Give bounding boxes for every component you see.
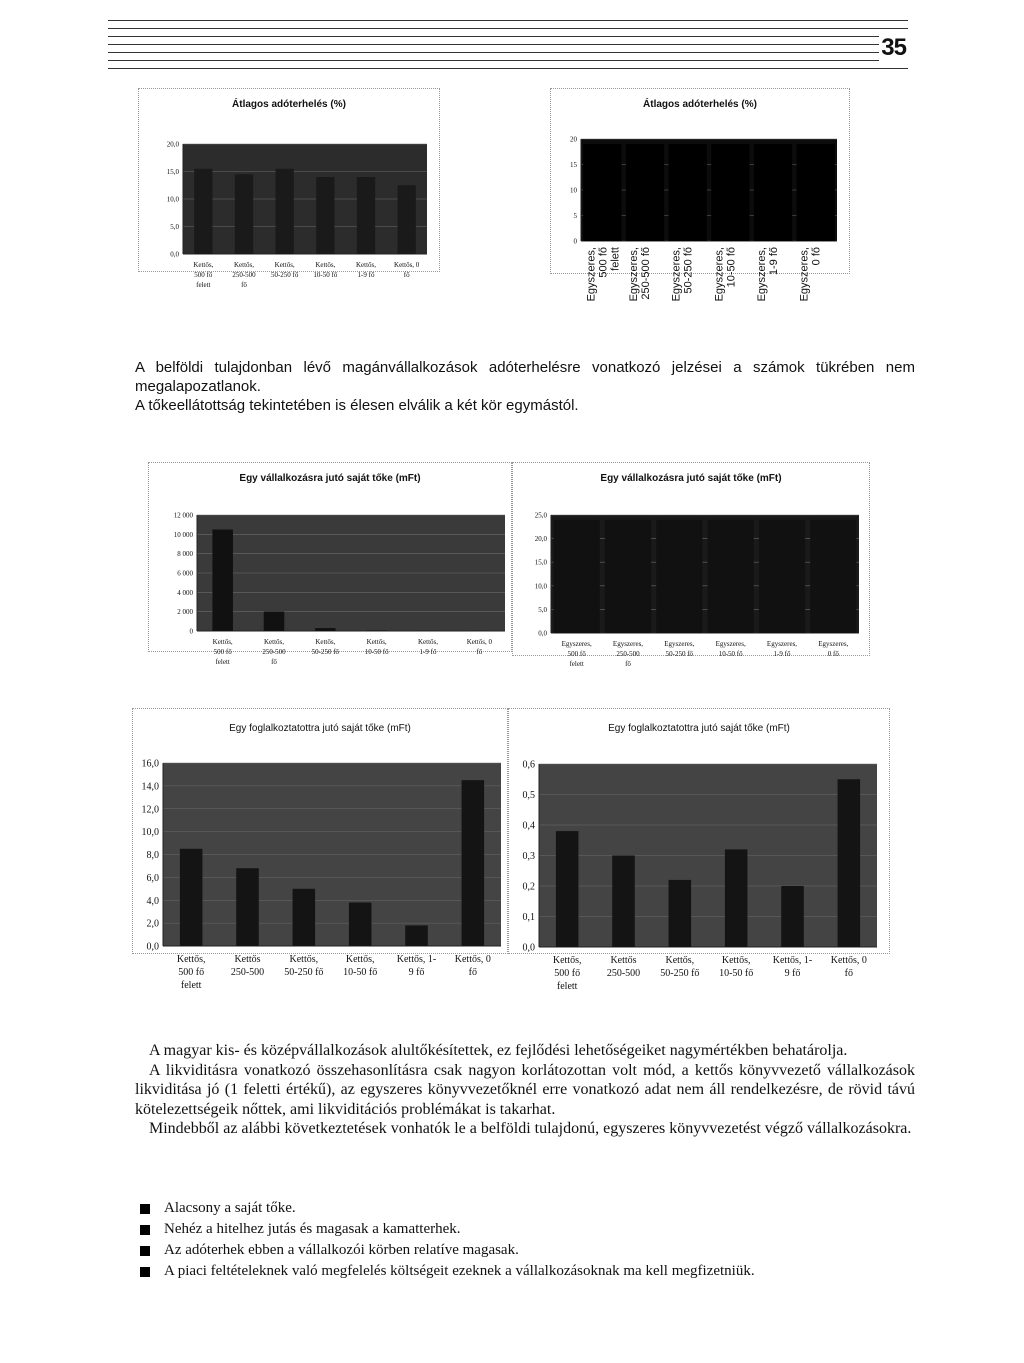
chart-title: Egy vállalkozásra jutó saját tőke (mFt) — [600, 473, 782, 484]
paragraph: A belföldi tulajdonban lévő magánvállalkozások adóterhelésre vonatkozó jelzései a számok tükrében nem megalapozatlanok. — [135, 359, 915, 395]
x-tick-label: 10-50 fő — [725, 247, 738, 288]
x-tick-label: Kettős, — [417, 638, 439, 646]
conclusion-list — [140, 1198, 755, 1282]
x-tick-label: 0 fő — [827, 650, 839, 658]
x-tick-label: fő — [476, 648, 483, 656]
list-item — [140, 1198, 755, 1219]
paragraph-block-1 — [135, 358, 915, 415]
x-tick-label: Egyszeres, — [628, 247, 640, 302]
bullet-square-icon — [140, 1204, 150, 1214]
bullet-square-icon — [140, 1267, 150, 1277]
y-tick-label: 0,0 — [538, 629, 547, 638]
x-tick-label: fő — [241, 281, 247, 289]
x-tick-label: felett — [180, 980, 202, 991]
x-tick-label: 0 fő — [810, 247, 823, 266]
list-item — [140, 1219, 755, 1240]
bar — [754, 144, 792, 241]
list-item — [140, 1240, 755, 1261]
x-tick-label: Kettős, 1- — [772, 955, 813, 966]
x-tick-label: Kettős, — [315, 638, 336, 646]
x-tick-label: Kettős, — [366, 638, 387, 646]
y-tick-label: 20,0 — [166, 140, 179, 149]
x-tick-label: 500 fő — [178, 967, 205, 978]
x-tick-label: Egyszeres, — [670, 247, 683, 302]
x-tick-label: Kettős, — [552, 955, 582, 966]
y-tick-label: 4 000 — [177, 588, 193, 597]
x-tick-label: Kettős, 1- — [396, 954, 437, 965]
y-tick-label: 8,0 — [146, 850, 159, 861]
page-number: 35 — [881, 34, 906, 61]
paragraph: A tőkeellátottság tekintetében is élesen elválik a két kör egymástól. — [135, 397, 579, 414]
y-tick-label: 0,2 — [522, 881, 535, 893]
header-rules — [108, 20, 908, 70]
x-tick-label: felett — [215, 658, 230, 666]
bar — [725, 849, 748, 947]
x-tick-label: 50-250 fő — [270, 271, 299, 279]
x-tick-label: Kettős, — [233, 261, 255, 269]
y-tick-label: 2 000 — [177, 608, 193, 617]
x-tick-label: 500 fő — [194, 271, 213, 279]
bar — [669, 880, 692, 947]
chart-title: Egy foglalkoztatottra jutó saját tőke (mFt) — [229, 723, 411, 734]
x-tick-label: Kettős, 0 — [454, 954, 491, 965]
x-tick-label: Egyszeres, — [585, 247, 598, 302]
x-tick-label: Kettős, — [193, 261, 214, 269]
chart-svg — [551, 89, 849, 302]
x-tick-label: 50-250 fő — [311, 648, 340, 656]
x-tick-label: Kettős, — [345, 954, 375, 965]
bar — [656, 520, 702, 633]
x-tick-label: Kettős, — [263, 638, 285, 646]
y-tick-label: 0,0 — [146, 941, 159, 953]
chart-title: Egy foglalkoztatottra jutó saját tőke (mFt) — [608, 723, 790, 734]
list-item-text: Nehéz a hitelhez jutás és magasak a kamatterhek. — [164, 1221, 461, 1237]
x-tick-label: 50-250 fő — [284, 967, 324, 978]
x-tick-label: Egyszeres, — [715, 640, 746, 648]
x-tick-label: Kettős — [610, 955, 637, 966]
x-tick-label: fő — [403, 271, 410, 279]
y-tick-label: 10,0 — [534, 582, 547, 591]
y-tick-label: 15,0 — [534, 558, 547, 567]
x-tick-label: Egyszeres, — [561, 640, 592, 648]
bar — [554, 520, 600, 633]
y-tick-label: 25,0 — [534, 511, 547, 520]
chart-equity-per-employee-left — [132, 708, 508, 991]
x-tick-label: Kettős, — [212, 638, 233, 646]
y-tick-label: 12 000 — [173, 511, 193, 520]
y-tick-label: 10 — [570, 186, 577, 195]
y-tick-label: 2,0 — [146, 918, 159, 930]
x-tick-label: 1-9 fő — [773, 650, 791, 658]
x-tick-label: 250-500 — [616, 650, 640, 658]
y-tick-label: 0,5 — [522, 790, 535, 801]
chart-title: Egy vállalkozásra jutó saját tőke (mFt) — [239, 473, 421, 484]
chart-svg — [513, 463, 869, 668]
x-tick-label: Kettős, — [315, 261, 336, 269]
bar — [838, 779, 861, 947]
x-tick-label: felett — [569, 660, 584, 668]
chart-equity-per-firm-double-entry — [148, 462, 512, 666]
y-tick-label: 14,0 — [141, 781, 159, 793]
x-tick-label: 50-250 fő — [665, 650, 694, 658]
chart-equity-per-employee-right — [508, 708, 890, 992]
list-item-text: Az adóterhek ebben a vállalkozói körben relatíve magasak. — [164, 1242, 519, 1258]
bar — [236, 868, 259, 946]
chart-title: Átlagos adóterhelés (%) — [643, 99, 757, 110]
y-tick-label: 20,0 — [534, 535, 547, 544]
paragraph-block-2 — [135, 1041, 915, 1139]
list-item — [140, 1261, 755, 1282]
bar — [235, 174, 253, 254]
x-tick-label: Egyszeres, — [664, 640, 695, 648]
bar — [711, 144, 749, 241]
bar — [293, 889, 316, 946]
y-tick-label: 10,0 — [166, 195, 179, 204]
x-tick-label: 1-9 fő — [768, 247, 780, 276]
x-tick-label: Kettős, — [289, 954, 319, 965]
bar — [462, 780, 485, 946]
x-tick-label: 10-50 fő — [719, 968, 754, 979]
x-tick-label: felett — [609, 247, 622, 271]
x-tick-label: 500 fő — [567, 650, 586, 658]
x-tick-label: 1-9 fő — [419, 648, 437, 656]
list-item-text: Alacsony a saját tőke. — [164, 1200, 296, 1216]
x-tick-label: Egyszeres, — [766, 640, 798, 648]
x-tick-label: 250-500 — [230, 967, 265, 978]
bar — [612, 856, 635, 948]
x-tick-label: 10-50 fő — [364, 648, 389, 656]
x-tick-label: 10-50 fő — [718, 650, 743, 658]
paragraph: A magyar kis- és középvállalkozások alultőkésítettek, ez fejlődési lehetőségeiket nagymértékben behatárolja. — [149, 1042, 848, 1059]
chart-svg — [509, 709, 889, 992]
y-tick-label: 5,0 — [170, 222, 179, 231]
x-tick-label: 50-250 fő — [660, 968, 700, 979]
x-tick-label: Egyszeres, — [713, 247, 726, 302]
bar — [315, 628, 336, 631]
y-tick-label: 0,0 — [522, 942, 535, 954]
bar — [810, 520, 856, 633]
bar — [708, 520, 754, 633]
x-tick-label: 1-9 fő — [357, 271, 375, 279]
chart-avg-tax-double-entry — [138, 88, 440, 289]
y-tick-label: 0 — [189, 627, 193, 636]
bar — [796, 144, 834, 241]
y-tick-label: 6,0 — [146, 872, 159, 884]
x-tick-label: 250-500 — [262, 648, 286, 656]
bar — [194, 169, 212, 254]
y-tick-label: 10 000 — [173, 530, 193, 539]
y-tick-label: 0,0 — [170, 250, 179, 259]
y-tick-label: 5 — [573, 211, 577, 220]
x-tick-label: Kettős, — [176, 954, 206, 965]
y-tick-label: 6 000 — [177, 569, 193, 578]
x-tick-label: Kettős, 0 — [830, 955, 867, 966]
x-tick-label: Kettős — [234, 954, 261, 965]
paragraph: A likviditásra vonatkozó összehasonlításra csak nagyon korlátozottan volt mód, a kettős könyvvezető vállalkozások likviditása jó (1 feletti értékű), az egyszeres könyvvezetőknél erre vonatkozó adat nem áll rendelkezésre, de rövid távú kötelezettségeik nőttek, ami likviditációs problémákat is takarhat. — [135, 1061, 915, 1118]
x-tick-label: 500 fő — [597, 247, 610, 278]
x-tick-label: 250-500 — [232, 271, 256, 279]
y-tick-label: 0 — [573, 237, 577, 246]
bullet-square-icon — [140, 1246, 150, 1256]
y-tick-label: 5,0 — [538, 605, 547, 614]
bar — [626, 144, 664, 241]
y-tick-label: 0,6 — [522, 759, 535, 771]
x-tick-label: Egyszeres, — [798, 247, 811, 302]
x-tick-label: Kettős, 0 — [394, 261, 420, 269]
bar — [781, 886, 804, 947]
y-tick-label: 0,1 — [522, 912, 535, 923]
y-tick-label: 12,0 — [141, 804, 159, 816]
x-tick-label: 9 fő — [408, 967, 425, 978]
y-tick-label: 15 — [570, 160, 577, 169]
bar — [264, 612, 285, 631]
x-tick-label: fő — [468, 967, 478, 978]
bullet-square-icon — [140, 1225, 150, 1235]
paragraph: Mindebből az alábbi következtetések vonhatók le a belföldi tulajdonú, egyszeres könyvvezetést végző vállalkozásokra. — [149, 1120, 912, 1137]
y-tick-label: 0,4 — [522, 820, 535, 832]
chart-avg-tax-single-entry — [550, 88, 850, 302]
bar — [583, 144, 621, 241]
y-tick-label: 16,0 — [141, 758, 159, 770]
bar — [366, 630, 387, 631]
x-tick-label: 500 fő — [554, 968, 581, 979]
chart-title: Átlagos adóterhelés (%) — [232, 99, 346, 110]
bar — [357, 177, 375, 254]
x-tick-label: fő — [625, 660, 631, 668]
x-tick-label: 10-50 fő — [343, 967, 378, 978]
bar — [556, 831, 579, 947]
x-tick-label: Kettős, — [721, 955, 751, 966]
x-tick-label: 250-500 fő — [640, 247, 652, 300]
x-tick-label: fő — [271, 658, 277, 666]
chart-svg — [149, 463, 511, 666]
y-tick-label: 20 — [570, 135, 577, 144]
y-tick-label: 4,0 — [146, 895, 159, 907]
bar — [759, 520, 805, 633]
bar — [180, 849, 203, 946]
bar — [398, 185, 416, 254]
x-tick-label: 10-50 fő — [313, 271, 338, 279]
list-item-text: A piaci feltételeknek való megfelelés költségeit ezeknek a vállalkozásoknak ma kell megfizetniük. — [164, 1263, 755, 1279]
chart-equity-per-firm-single-entry — [512, 462, 870, 668]
bar — [276, 169, 294, 254]
x-tick-label: felett — [196, 281, 211, 289]
x-tick-label: Egyszeres, — [818, 640, 849, 648]
bar — [349, 903, 372, 946]
x-tick-label: Kettős, — [274, 261, 295, 269]
x-tick-label: 250-500 — [606, 968, 641, 979]
x-tick-label: Kettős, — [355, 261, 377, 269]
x-tick-label: felett — [556, 981, 578, 992]
y-tick-label: 0,3 — [522, 851, 535, 862]
x-tick-label: Egyszeres, — [612, 640, 644, 648]
x-tick-label: Kettős, — [665, 955, 695, 966]
x-tick-label: 50-250 fő — [682, 247, 695, 294]
chart-svg — [133, 709, 507, 991]
x-tick-label: Egyszeres, — [756, 247, 768, 302]
y-tick-label: 15,0 — [166, 167, 179, 176]
bar — [212, 530, 233, 632]
x-tick-label: 9 fő — [784, 968, 801, 979]
bar — [405, 925, 428, 946]
bar — [605, 520, 651, 633]
x-tick-label: 500 fő — [213, 648, 232, 656]
y-tick-label: 10,0 — [141, 827, 159, 839]
chart-svg — [139, 89, 439, 289]
x-tick-label: fő — [844, 968, 854, 979]
bar — [316, 177, 334, 254]
x-tick-label: Kettős, 0 — [466, 638, 492, 646]
y-tick-label: 8 000 — [177, 550, 193, 559]
bar — [668, 144, 706, 241]
